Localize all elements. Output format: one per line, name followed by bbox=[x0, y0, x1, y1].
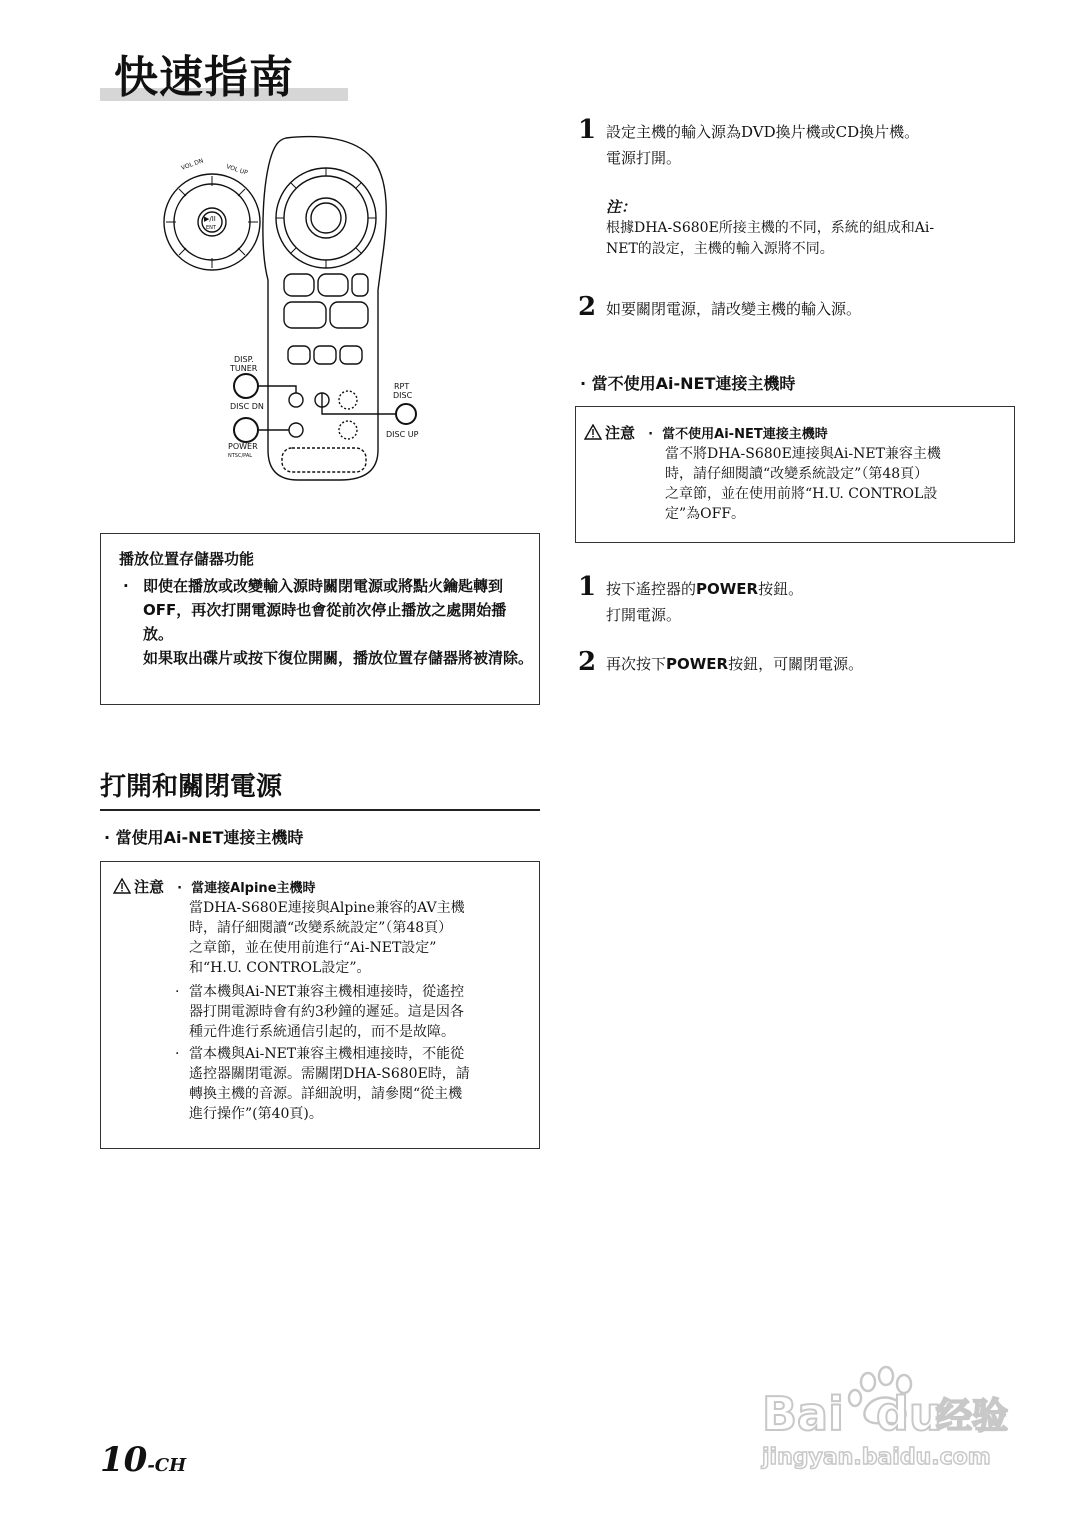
power-step-1-pre: 按下遙控器的 bbox=[606, 580, 697, 598]
baidu-jingyan-watermark bbox=[758, 1360, 1018, 1480]
power-step-1-text bbox=[606, 576, 1006, 628]
enter-label: ENT bbox=[206, 225, 216, 231]
caution-item-1-line: 之章節，並在使用前進行“Ai-NET設定” bbox=[189, 940, 437, 956]
memory-box-text bbox=[123, 574, 533, 670]
step-2-number: 2 bbox=[578, 292, 597, 322]
caution-item-3-line: 當本機與Ai-NET兼容主機相連接時，不能從 bbox=[189, 1046, 465, 1062]
caution-body-right-line: 定”為OFF。 bbox=[665, 506, 746, 522]
caution-item-3-line: 進行操作”(第40頁)。 bbox=[189, 1106, 323, 1122]
page-number bbox=[100, 1440, 186, 1486]
disc-dn-label: DISC DN bbox=[230, 402, 264, 411]
page-number-suffix: -CH bbox=[147, 1455, 187, 1476]
power-step-1-number: 1 bbox=[578, 572, 597, 602]
step-1-text bbox=[606, 119, 1006, 171]
remote-control-illustration bbox=[150, 130, 440, 490]
section-rule bbox=[100, 809, 540, 811]
memory-box-title: 播放位置存儲器功能 bbox=[119, 550, 255, 568]
caution-lead: 當連接Alpine主機時 bbox=[191, 881, 316, 896]
step-1-line-1: 設定主機的輸入源為DVD換片機或CD換片機。 bbox=[606, 123, 920, 141]
caution-box-alpine bbox=[100, 861, 540, 1149]
page-number-value: 10 bbox=[100, 1440, 148, 1480]
vol-up-label: VOL UP bbox=[225, 163, 249, 177]
caution-label-right: 注意 bbox=[605, 424, 636, 442]
power-key-label: POWER bbox=[666, 655, 729, 673]
caution-item-3-bullet: · bbox=[175, 1046, 180, 1062]
memory-para-1: 即使在播放或改變輸入源時關閉電源或將點火鑰匙轉到OFF，再次打開電源時也會從前次停止播放之處開始播放。 bbox=[143, 577, 507, 643]
step-1-number: 1 bbox=[578, 115, 597, 145]
power-step-2-text bbox=[606, 651, 863, 677]
caution-lead-right: 當不使用Ai-NET連接主機時 bbox=[662, 427, 828, 442]
caution-item-2-line: 當本機與Ai-NET兼容主機相連接時，從遙控 bbox=[189, 984, 465, 1000]
caution-item-3-line: 遙控器關閉電源。需關閉DHA-S680E時，請 bbox=[189, 1066, 470, 1082]
play-pause-label: ▶/II bbox=[204, 215, 216, 223]
power-label: POWER bbox=[228, 442, 258, 451]
caution-item-3-line: 轉換主機的音源。詳細說明，請參閱“從主機 bbox=[189, 1086, 463, 1102]
subhead-without-ainet: · 當不使用Ai-NET連接主機時 bbox=[580, 374, 796, 393]
caution-box-no-ainet bbox=[575, 406, 1015, 543]
rpt-label: RPT bbox=[394, 382, 410, 391]
note-line-1: 根據DHA-S680E所接主機的不同，系統的組成和Ai- bbox=[606, 220, 935, 236]
power-step-2-number: 2 bbox=[578, 647, 597, 677]
memory-bullet: · bbox=[123, 577, 129, 595]
watermark-url: jingyan.baidu.com bbox=[762, 1445, 991, 1470]
ntsc-pal-label: NTSC/PAL bbox=[228, 453, 253, 459]
power-step-1-line-1 bbox=[606, 576, 1006, 602]
caution-header bbox=[113, 877, 316, 899]
caution-body-right-line: 之章節，並在使用前將“H.U. CONTROL設 bbox=[665, 486, 938, 502]
caution-lead-bullet: · bbox=[177, 881, 183, 896]
caution-item-2-line: 種元件進行系統通信引起的，而不是故障。 bbox=[189, 1024, 455, 1040]
caution-body-right-line: 時，請仔細閱讀“改變系統設定”（第48頁） bbox=[665, 466, 929, 482]
note-text bbox=[606, 218, 1016, 260]
page-title: 快速指南 bbox=[114, 52, 294, 103]
caution-item-2-bullet: · bbox=[175, 984, 180, 1000]
caution-body-right-line: 當不將DHA-S680E連接與Ai-NET兼容主機 bbox=[665, 446, 941, 462]
disp-label: DISP. bbox=[234, 355, 254, 364]
caution-item-2 bbox=[189, 982, 534, 1042]
disc-label: DISC bbox=[393, 391, 413, 400]
caution-item-2-line: 器打開電源時會有約3秒鐘的遲延。這是因各 bbox=[189, 1004, 464, 1020]
caution-item-1-line: 和“H.U. CONTROL設定”。 bbox=[189, 960, 371, 976]
subhead-with-ainet: · 當使用Ai-NET連接主機時 bbox=[104, 828, 304, 847]
caution-item-3 bbox=[189, 1044, 534, 1124]
disc-up-label: DISC UP bbox=[386, 430, 419, 439]
watermark-brand-2: du bbox=[876, 1387, 942, 1441]
memory-function-box bbox=[100, 533, 540, 705]
power-step-2-pre: 再次按下 bbox=[606, 655, 667, 673]
step-2-text: 如要關閉電源，請改變主機的輸入源。 bbox=[606, 300, 862, 318]
caution-lead-bullet-right: · bbox=[648, 427, 654, 442]
caution-header-right bbox=[584, 423, 828, 445]
watermark-suffix: 经验 bbox=[936, 1396, 1009, 1437]
caution-item-1-line: 當DHA-S680E連接與Alpine兼容的AV主機 bbox=[189, 900, 465, 916]
tuner-label: TUNER bbox=[230, 364, 258, 373]
power-step-1-post: 按鈕。 bbox=[758, 580, 804, 598]
memory-para-2: 如果取出碟片或按下復位開關，播放位置存儲器將被清除。 bbox=[143, 649, 534, 667]
warning-triangle-icon bbox=[113, 878, 131, 894]
step-1-line-2: 電源打開。 bbox=[606, 149, 682, 167]
caution-label: 注意 bbox=[134, 878, 165, 896]
caution-item-1 bbox=[189, 898, 534, 978]
caution-body-right bbox=[665, 444, 1010, 524]
power-step-1-line-2: 打開電源。 bbox=[606, 606, 682, 624]
caution-item-1-line: 時，請仔細閱讀“改變系統設定”（第48頁） bbox=[189, 920, 453, 936]
power-step-2-post: 按鈕，可關閉電源。 bbox=[728, 655, 864, 673]
power-key-label: POWER bbox=[696, 580, 759, 598]
warning-triangle-icon bbox=[584, 424, 602, 440]
note-label: 注： bbox=[606, 198, 637, 216]
note-line-2: NET的設定，主機的輸入源將不同。 bbox=[606, 241, 834, 257]
section-title: 打開和關閉電源 bbox=[100, 772, 283, 802]
watermark-brand: Bai bbox=[762, 1387, 844, 1441]
vol-dn-label: VOL DN bbox=[180, 157, 205, 172]
